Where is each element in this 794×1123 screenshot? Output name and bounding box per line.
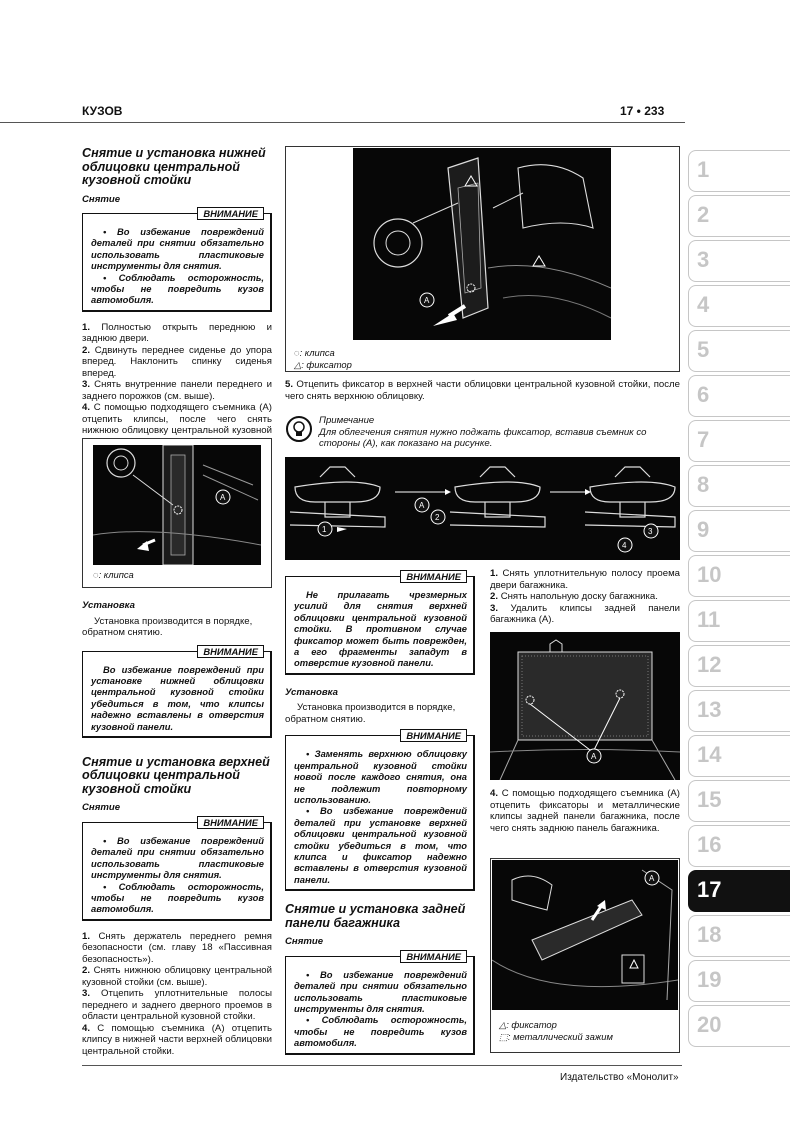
chapter-tab-18[interactable]: 18 xyxy=(688,915,790,957)
figure-photo xyxy=(492,860,678,1010)
step: 2. Снять напольную доску багажника. xyxy=(490,591,658,602)
callout-2: 2 xyxy=(435,513,440,522)
chapter-tab-20[interactable]: 20 xyxy=(688,1005,790,1047)
steps-list xyxy=(82,322,272,449)
warning-text: Во избежание повреждений при установке нижней облицовки центральной кузовной стойки убедиться в том, что клипсы надежно вставлены в отверстия кузовной панели. xyxy=(91,663,264,732)
middle-column xyxy=(285,568,475,1055)
steps-list xyxy=(82,931,272,1058)
warning-text: • Во избежание повреждений деталей при снятии обязательно использовать пластиковые инструменты для снятия. xyxy=(91,834,264,881)
figure-photo xyxy=(353,148,611,340)
publisher-label: Издательство «Монолит» xyxy=(560,1072,679,1083)
figure-legend: ◌: клипса xyxy=(93,569,134,580)
right-column-step4 xyxy=(490,788,680,834)
step: 1. Снять держатель переднего ремня безопасности (см. главу 18 «Пассивная безопасность»). xyxy=(82,930,272,965)
clip-removal-diagram xyxy=(285,457,680,560)
warning-tag: ВНИМАНИЕ xyxy=(400,570,467,583)
trunk-removal-illustration xyxy=(492,860,678,1010)
step: 3. Отцепить уплотнительные полосы переднего и заднего дверного проемов в области центральной кузовной стойки. xyxy=(82,988,272,1023)
left-column-install xyxy=(82,594,272,1057)
callout-a: A xyxy=(424,296,430,305)
warning-tag: ВНИМАНИЕ xyxy=(197,645,264,658)
warning-box xyxy=(82,208,272,312)
callout-a: A xyxy=(220,493,226,502)
clip-sequence-illustration xyxy=(285,457,680,560)
section3-heading: Снятие и установка задней панели багажника xyxy=(285,902,466,930)
warning-tag: ВНИМАНИЕ xyxy=(400,729,467,742)
chapter-tab-12[interactable]: 12 xyxy=(688,645,790,687)
step: 3. Удалить клипсы задней панели багажника (А). xyxy=(490,602,681,625)
section2-heading: Снятие и установка верхней облицовки центральной кузовной стойки xyxy=(82,754,270,796)
callout-1: 1 xyxy=(322,525,327,534)
figure-legend-metal-clamp: ⬚: металлический зажим xyxy=(499,1031,613,1042)
warning-box xyxy=(82,645,272,738)
chapter-tab-5[interactable]: 5 xyxy=(688,330,790,372)
warning-tag: ВНИМАНИЕ xyxy=(197,207,264,220)
pillar-illustration xyxy=(93,445,261,565)
lightbulb-icon xyxy=(285,415,313,443)
section1-heading: Снятие и установка нижней облицовки центральной кузовной стойки xyxy=(82,146,266,187)
chapter-tab-13[interactable]: 13 xyxy=(688,690,790,732)
warning-tag: ВНИМАНИЕ xyxy=(400,950,467,963)
chapter-tab-9[interactable]: 9 xyxy=(688,510,790,552)
figure-trunk-panel-removal xyxy=(490,858,680,1053)
warning-text: • Во избежание повреждений деталей при снятии обязательно использовать пластиковые инструменты для снятия. xyxy=(294,968,467,1014)
warning-text: • Во избежание повреждений деталей при установке верхней облицовки центральной кузовной стойки убедиться в том, что клипса и фиксатор надежно вставлены в отверстия кузовной панели. xyxy=(294,805,467,885)
callout-3: 3 xyxy=(648,527,653,536)
warning-tag: ВНИМАНИЕ xyxy=(197,816,264,829)
chapter-tab-14[interactable]: 14 xyxy=(688,735,790,777)
figure-legend-clip: ◌: клипса xyxy=(294,347,335,358)
chapter-tab-1[interactable]: 1 xyxy=(688,150,790,192)
chapter-tab-17[interactable]: 17 xyxy=(688,870,790,912)
step: 4. С помощью съемника (А) отцепить клипсу в нижней части верхней облицовки центральной стойки. xyxy=(82,1022,272,1057)
chapter-tab-19[interactable]: 19 xyxy=(688,960,790,1002)
callout-4: 4 xyxy=(622,541,627,550)
warning-text: • Соблюдать осторожность, чтобы не повредить кузов автомобиля. xyxy=(91,271,264,306)
figure-upper-pillar xyxy=(285,146,680,372)
footer-divider xyxy=(82,1065,682,1066)
figure-legend-latch: △: фиксатор xyxy=(294,359,352,370)
section2-removal-heading: Снятие xyxy=(82,802,121,814)
note-text: Для облегчения снятия нужно поджать фиксатор, вставив съемник со стороны (А), как показано на рисунке. xyxy=(319,426,647,449)
step: 2. Снять нижнюю облицовку центральной кузовной стойки (см. выше). xyxy=(82,965,273,988)
install-text: Установка производится в порядке, обратном снятию. xyxy=(285,702,456,725)
install-heading: Установка xyxy=(285,686,338,698)
step: 1. Полностью открыть переднюю и заднюю двери. xyxy=(82,321,272,345)
chapter-tab-2[interactable]: 2 xyxy=(688,195,790,237)
right-column-steps xyxy=(490,568,680,626)
section3-removal-heading: Снятие xyxy=(285,936,324,948)
warning-box xyxy=(82,816,272,921)
warning-text: • Заменять верхнюю облицовку центральной кузовной стойки новой после каждого снятия, она не подлежит повторному использованию. xyxy=(294,748,467,805)
warning-text: Не прилагать чрезмерных усилий для снятия верхней облицовки центральной кузовной стойки. В противном случае фиксатор может быть поврежден, а его фрагменты западут в отверстие кузовной панели. xyxy=(294,589,467,669)
step: 2. Сдвинуть переднее сиденье до упора вперед. Наклонить спинку сиденья вперед. xyxy=(82,344,273,379)
step: 4. С помощью подходящего съемника (А) отцепить фиксаторы и металлические клипсы задней панели багажника, после чего снять заднюю панель багажника. xyxy=(490,788,680,834)
warning-text: • Соблюдать осторожность, чтобы не повредить кузов автомобиля. xyxy=(91,880,264,915)
chapter-tab-6[interactable]: 6 xyxy=(688,375,790,417)
install-text: Установка производится в порядке, обратном снятию. xyxy=(82,615,253,638)
chapter-tab-7[interactable]: 7 xyxy=(688,420,790,462)
warning-box xyxy=(285,950,475,1055)
chapter-tab-11[interactable]: 11 xyxy=(688,600,790,642)
chapter-tab-10[interactable]: 10 xyxy=(688,555,790,597)
callout-a: A xyxy=(419,501,425,510)
step: 3. Снять внутренние панели переднего и заднего порожков (см. выше). xyxy=(82,379,272,402)
chapter-tab-15[interactable]: 15 xyxy=(688,780,790,822)
trunk-panel-illustration xyxy=(490,632,680,780)
warning-box xyxy=(285,571,475,675)
header-divider xyxy=(0,122,685,123)
chapter-tab-16[interactable]: 16 xyxy=(688,825,790,867)
warning-box xyxy=(285,730,475,891)
note-title: Примечание xyxy=(319,415,375,426)
figure-trunk-panel-clips xyxy=(490,632,680,780)
chapter-tab-4[interactable]: 4 xyxy=(688,285,790,327)
callout-a: A xyxy=(649,874,655,883)
figure-legend-latch: △: фиксатор xyxy=(499,1019,557,1030)
figure-lower-pillar xyxy=(82,438,272,588)
section1-removal-heading: Снятие xyxy=(82,193,121,205)
chapter-tab-3[interactable]: 3 xyxy=(688,240,790,282)
warning-text: • Во избежание повреждений деталей при снятии обязательно использовать пластиковые инструменты для снятия. xyxy=(91,226,264,272)
chapter-tab-8[interactable]: 8 xyxy=(688,465,790,507)
install-heading: Установка xyxy=(82,600,135,611)
left-column xyxy=(82,147,272,448)
callout-a: A xyxy=(591,752,597,761)
section-title: КУЗОВ xyxy=(82,104,123,118)
page-number: 17 • 233 xyxy=(620,104,665,118)
step: 4. С помощью подходящего съемника (А) отцепить клипсы, после чего снять нижнюю облицовку центральной кузовной xyxy=(82,402,272,437)
step5 xyxy=(285,379,680,402)
step: 5. Отцепить фиксатор в верхней части облицовки центральной кузовной стойки, после чего снять верхнюю облицовку. xyxy=(285,379,680,402)
step: 1. Снять уплотнительную полосу проема двери багажника. xyxy=(490,568,681,591)
figure-photo xyxy=(93,445,261,565)
warning-text: • Соблюдать осторожность, чтобы не повредить кузов автомобиля. xyxy=(294,1014,467,1049)
upper-pillar-illustration xyxy=(353,148,611,340)
